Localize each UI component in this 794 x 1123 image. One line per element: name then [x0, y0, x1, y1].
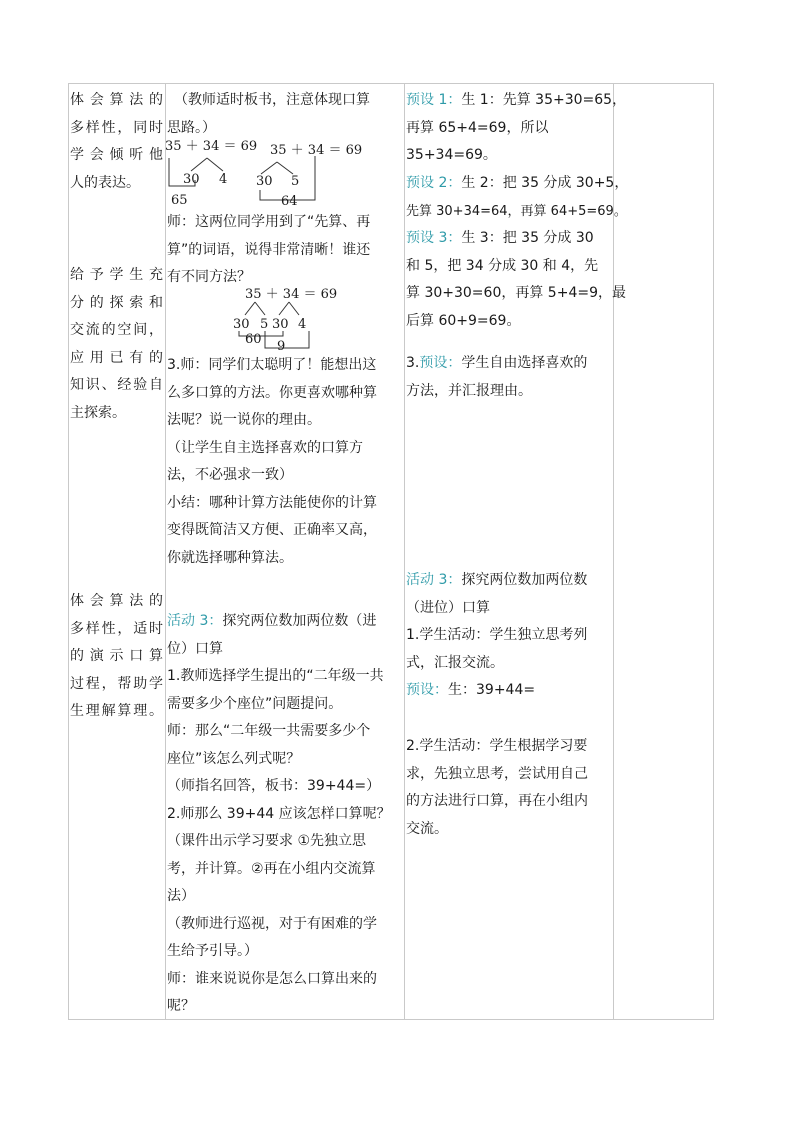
right-part-5: 5	[291, 174, 300, 189]
preset-line	[406, 225, 612, 253]
part-4: 4	[298, 317, 307, 332]
preset-line	[406, 350, 612, 378]
intent-block-3	[70, 588, 163, 726]
intent-block-1	[70, 87, 163, 197]
intent-block-2	[70, 262, 163, 427]
left-part-4: 4	[219, 172, 228, 187]
teacher-line: 小结：哪种计算方法能使你的计算	[167, 494, 377, 511]
student-preset-4	[406, 350, 612, 405]
student-line: 交流。	[406, 820, 448, 837]
student-preset-1	[406, 87, 627, 170]
intent-line: 知识、经验自	[70, 377, 163, 393]
teacher-line: 师：那么“二年级一共需要多少个	[167, 723, 371, 739]
part-5: 5	[260, 317, 269, 332]
preset-label: 预设：	[419, 355, 462, 371]
teacher-line: 法，不必强求一致）	[167, 467, 293, 483]
intent-line: 交流的空间，	[70, 322, 163, 338]
preset-label: 预设：	[406, 682, 448, 698]
result-9: 9	[277, 339, 286, 354]
teacher-line: 变得既简洁又方便、正确率又高，	[167, 522, 377, 538]
teacher-intro	[167, 87, 403, 142]
intent-line: 人的表达。	[70, 174, 140, 191]
preset-line: 算 30+30=60，再算 5+4=9，最	[406, 285, 626, 301]
activity-text: 探究两位数加两位数（进	[222, 613, 377, 629]
activity-heading	[167, 608, 403, 636]
teacher-line: 考，并计算。②再在小组内交流算	[167, 860, 376, 877]
intent-line: 的演示口算	[70, 648, 163, 664]
teacher-line: （教师适时板书，注意体现口算	[167, 92, 370, 108]
teacher-line: 生给予引导。）	[167, 943, 258, 959]
student-activity-4	[406, 733, 612, 843]
right-part-30: 30	[256, 174, 273, 189]
preset-label: 预设 1：	[406, 92, 462, 108]
intent-line: 主探索。	[70, 404, 126, 421]
teacher-line: （课件出示学习要求 ①先独立思	[167, 833, 367, 849]
teacher-line: 你就选择哪种算法。	[167, 549, 293, 566]
intent-line: 给予学生充	[70, 267, 163, 283]
equation-right: 35 ＋ 34 ＝ 69	[270, 143, 363, 158]
preset-line: 再算 65+4=69，所以	[406, 119, 549, 136]
intent-line: 学会倾听他	[70, 147, 163, 163]
intent-line: 多样性，同时	[70, 119, 163, 136]
preset-line	[406, 170, 629, 198]
preset-text: 生 2：把 35 分成 30+5，	[461, 175, 629, 191]
teacher-para-2	[167, 352, 403, 572]
teacher-line: 么多口算的方法。你更喜欢哪种算	[167, 384, 377, 401]
teacher-para-1	[167, 209, 403, 292]
activity-text: 探究两位数加两位数	[461, 572, 588, 588]
left-result: 65	[171, 193, 188, 208]
student-line: 式，汇报交流。	[406, 654, 504, 671]
student-line: （进位）口算	[406, 599, 490, 616]
teacher-line: 师：这两位同学用到了“先算、再	[167, 214, 371, 230]
preset-text: 生 1：先算 35+30=65，	[461, 92, 627, 108]
intent-line: 分的探索和	[70, 294, 163, 311]
teacher-line: 思路。）	[167, 119, 216, 136]
teacher-line: 呢？	[167, 998, 195, 1014]
student-line: 的方法进行口算，再在小组内	[406, 793, 588, 809]
teacher-line: 法）	[167, 888, 195, 904]
teacher-line: 2.师那么 39+44 应该怎样口算呢？	[167, 805, 391, 822]
preset-text: 学生自由选择喜欢的	[461, 355, 588, 371]
result-60: 60	[245, 332, 262, 347]
equation-left: 35 ＋ 34 ＝ 69	[165, 139, 258, 154]
preset-line: 后算 60+9=69。	[406, 312, 521, 329]
preset-label: 预设 2：	[406, 175, 462, 191]
intent-line: 体会算法的	[70, 593, 163, 609]
teacher-line: （教师进行巡视，对于有困难的学	[167, 915, 377, 932]
activity-label: 活动 3：	[167, 613, 223, 629]
activity-label: 活动 3：	[406, 572, 462, 588]
right-result: 64	[281, 194, 298, 209]
part-30a: 30	[233, 317, 250, 332]
teacher-line: 算”的词语，说得非常清晰！谁还	[167, 241, 371, 258]
preset-number: 3.	[406, 355, 420, 371]
student-line: 1.学生活动：学生独立思考列	[406, 627, 588, 643]
teacher-line: 座位”该怎么列式呢？	[167, 750, 301, 767]
preset-line	[406, 677, 612, 705]
teacher-line: 师：谁来说说你是怎么口算出来的	[167, 970, 377, 987]
teacher-line: 法呢？说一说你的理由。	[167, 412, 321, 428]
intent-line: 生理解算理。	[70, 703, 163, 719]
preset-text: 生 3：把 35 分成 30	[461, 230, 594, 246]
equation-center: 35 ＋ 34 ＝ 69	[245, 287, 338, 302]
teacher-line: 1.教师选择学生提出的“二年级一共	[167, 668, 384, 684]
preset-line	[406, 87, 627, 115]
student-activity-3	[406, 567, 612, 705]
activity-heading	[406, 567, 612, 595]
preset-line: 先算 30+34=64，再算 64+5=69。	[406, 203, 627, 219]
teacher-line: 需要多少个座位”问题提问。	[167, 695, 343, 712]
lesson-table	[68, 83, 714, 1020]
student-line: 2.学生活动：学生根据学习要	[406, 738, 588, 754]
student-preset-2	[406, 170, 629, 225]
student-line: 求，先独立思考，尝试用自己	[406, 765, 588, 782]
intent-line: 体会算法的	[70, 92, 163, 108]
teacher-line: （让学生自主选择喜欢的口算方	[167, 439, 363, 456]
preset-text: 生：39+44=	[448, 682, 536, 698]
teacher-line: 位）口算	[167, 640, 223, 657]
teacher-activity-3	[167, 608, 403, 1021]
preset-line: 和 5，把 34 分成 30 和 4，先	[406, 257, 599, 274]
preset-line: 35+34=69。	[406, 147, 497, 163]
column-divider-3	[613, 84, 614, 1019]
teacher-line: 有不同方法？	[167, 269, 251, 285]
part-30b: 30	[272, 317, 289, 332]
intent-line: 多样性，适时	[70, 620, 163, 637]
left-part-30: 30	[183, 172, 200, 187]
preset-line: 方法，并汇报理由。	[406, 382, 532, 399]
preset-label: 预设 3：	[406, 230, 462, 246]
teacher-line: 3.师：同学们太聪明了！能想出这	[167, 357, 377, 373]
teacher-line: （师指名回答，板书：39+44=）	[167, 778, 381, 794]
intent-line: 应用已有的	[70, 349, 163, 366]
intent-line: 过程，帮助学	[70, 675, 163, 692]
student-preset-3	[406, 225, 626, 335]
